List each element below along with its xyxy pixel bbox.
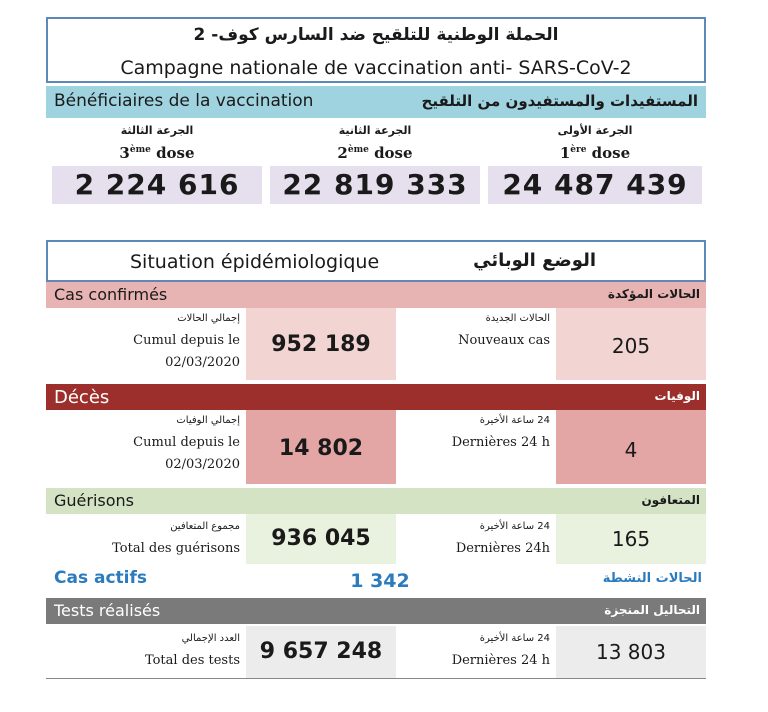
epidemiology-title-box <box>46 240 706 282</box>
recovered-total-value: 936 045 <box>271 526 371 551</box>
recovered-total-cell <box>246 514 396 564</box>
confirmed-band <box>46 282 706 308</box>
confirmed-new-labels: الحالات الجديدة Nouveaux cas <box>458 313 550 348</box>
recovered-last-cell <box>556 514 706 564</box>
vaccination-title-box <box>46 17 706 83</box>
confirmed-label-fr: Cas confirmés <box>54 285 168 304</box>
deaths-last-labels: 24 ساعة الأخيرة Dernières 24 h <box>451 415 550 450</box>
epidemiology-title-fr: Situation épidémiologique <box>130 251 380 273</box>
recovered-total-labels: مجموع المتعافين Total des guérisons <box>112 521 240 556</box>
deaths-last-cell <box>556 410 706 484</box>
dose3-value: 2 224 616 <box>52 166 262 204</box>
confirmed-cumul-labels: إجمالي الحالات Cumul depuis le 02/03/2020 <box>133 313 240 370</box>
tests-total-value: 9 657 248 <box>259 639 383 664</box>
deaths-label-ar: الوفيات <box>654 389 700 403</box>
recovered-label-ar: المتعافون <box>641 493 700 507</box>
deaths-label-fr: Décès <box>54 387 110 408</box>
deaths-band <box>46 384 706 410</box>
recovered-band <box>46 488 706 514</box>
deaths-last-value: 4 <box>624 438 638 462</box>
active-label-ar: الحالات النشطة <box>602 571 702 586</box>
confirmed-label-ar: الحالات المؤكدة <box>607 287 700 301</box>
vaccination-title-fr: Campagne nationale de vaccination anti- SARS-CoV-2 <box>120 57 632 79</box>
tests-label-ar: التحاليل المنجزة <box>604 603 700 617</box>
dose1-value: 24 487 439 <box>488 166 702 204</box>
dose3-label-fr: 3ème dose <box>119 144 195 162</box>
deaths-cumul-cell <box>246 410 396 484</box>
tests-last-cell <box>556 626 706 678</box>
dose2-label-fr: 2ème dose <box>337 144 413 162</box>
recovered-last-value: 165 <box>611 527 651 551</box>
confirmed-new-cell <box>556 308 706 380</box>
active-value: 1 342 <box>350 570 410 592</box>
vaccination-title-ar: الحملة الوطنية للتلقيح ضد السارس كوف- 2 <box>193 25 559 45</box>
dose1-label-fr: 1ère dose <box>559 144 631 162</box>
recovered-last-labels: 24 ساعة الأخيرة Dernières 24h <box>455 521 550 556</box>
tests-total-cell <box>246 626 396 678</box>
beneficiaries-label-fr: Bénéficiaires de la vaccination <box>54 91 314 111</box>
active-label-fr: Cas actifs <box>54 568 148 588</box>
tests-band <box>46 598 706 624</box>
confirmed-new-value: 205 <box>611 334 651 358</box>
recovered-label-fr: Guérisons <box>54 491 135 510</box>
deaths-cumul-value: 14 802 <box>278 436 364 461</box>
tests-total-labels: العدد الإجمالي Total des tests <box>144 633 240 668</box>
confirmed-cumul-value: 952 189 <box>271 332 371 357</box>
tests-last-value: 13 803 <box>596 640 666 664</box>
tests-label-fr: Tests réalisés <box>54 601 161 620</box>
dose1-label-ar: الجرعة الأولى <box>557 124 633 137</box>
bottom-divider <box>46 678 706 679</box>
dose2-label-ar: الجرعة الثانية <box>338 124 412 137</box>
deaths-cumul-labels: إجمالي الوفيات Cumul depuis le 02/03/2020 <box>133 415 240 472</box>
dose2-value: 22 819 333 <box>270 166 480 204</box>
beneficiaries-label-ar: المستفيدات والمستفيدون من التلقيح <box>421 92 698 110</box>
epidemiology-title-ar: الوضع الوبائي <box>473 250 596 271</box>
tests-last-labels: 24 ساعة الأخيرة Dernières 24 h <box>451 633 550 668</box>
beneficiaries-band <box>46 86 706 118</box>
dose3-label-ar: الجرعة الثالثة <box>120 124 194 137</box>
confirmed-cumul-cell <box>246 308 396 380</box>
